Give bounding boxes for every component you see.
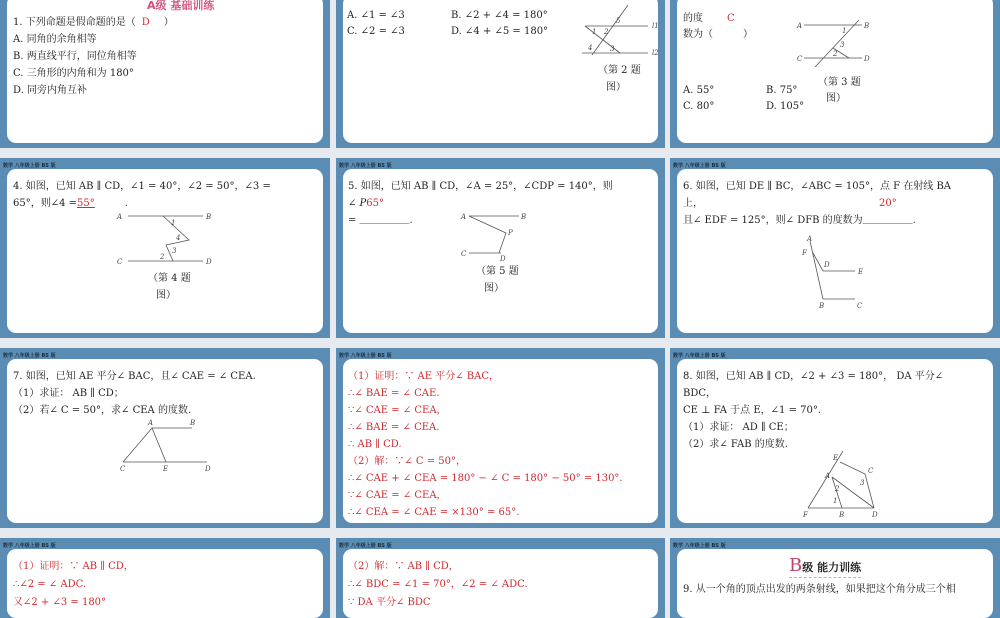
solution-line: ∴ AB ∥ CD. bbox=[348, 439, 402, 450]
solution-line: ∵∠ CAE = ∠ CEA， bbox=[348, 490, 447, 501]
slide-1 bbox=[0, 0, 330, 148]
slide-6 bbox=[670, 158, 1000, 338]
solution-line: ∵ DA 平分∠ BDC bbox=[348, 597, 431, 608]
solution-line: （1）证明：∵ AE 平分∠ BAC， bbox=[348, 371, 500, 382]
figure-label: C bbox=[117, 258, 123, 266]
figure-label: 2 bbox=[835, 485, 840, 493]
figure-q8 bbox=[797, 451, 887, 519]
question-text: 5. 如图，已知 AB ∥ CD，∠A = 25°，∠CDP = 140°，则 bbox=[348, 181, 613, 192]
slide-card bbox=[343, 169, 658, 333]
solution-card bbox=[7, 549, 323, 618]
figure-q7 bbox=[117, 419, 217, 473]
solution-line: ∴∠2 = ∠ ADC. bbox=[13, 579, 87, 590]
question-text: 65°，则∠4 =55° . bbox=[13, 198, 128, 209]
slide-card bbox=[677, 549, 993, 618]
slide-header: 数学 八年级上册 BS 版 bbox=[339, 163, 392, 169]
figure-label: B bbox=[839, 511, 845, 519]
slide-header: 数学 八年级上册 BS 版 bbox=[339, 543, 392, 549]
question-text: 6. 如图，已知 DE ∥ BC，∠ABC = 105°，点 F 在射线 BA bbox=[683, 181, 952, 192]
figure-q2 bbox=[578, 5, 658, 55]
figure-label: 1 bbox=[592, 28, 597, 36]
slide-card bbox=[677, 359, 993, 523]
figure-label: F bbox=[802, 249, 807, 257]
figure-label: A bbox=[117, 213, 123, 221]
question-text: 且∠ EDF = 125°，则∠ DFB 的度数为＿＿＿＿＿. bbox=[683, 215, 916, 226]
figure-label: D bbox=[864, 55, 870, 63]
figure-label: 4 bbox=[176, 234, 181, 242]
slide-header: 数学 八年级上册 BS 版 bbox=[3, 543, 56, 549]
figure-label: P bbox=[508, 229, 513, 237]
slide-card bbox=[677, 0, 993, 143]
answer: C bbox=[727, 13, 735, 24]
figure-line bbox=[810, 241, 823, 299]
solution-card bbox=[343, 549, 658, 618]
figure-q3 bbox=[797, 20, 877, 65]
slide-header: 数学 八年级上册 BS 版 bbox=[673, 543, 726, 549]
figure-caption: （第 5 题 bbox=[476, 266, 519, 277]
figure-label: C bbox=[797, 55, 803, 63]
figure-label: C bbox=[857, 302, 863, 310]
answer-blank: = ＿＿＿＿＿. bbox=[348, 215, 413, 226]
solution-line: （2）解：∵ AB ∥ CD， bbox=[348, 561, 459, 572]
figure-label: B bbox=[864, 22, 870, 30]
question-text: 9. 从一个角的顶点出发的两条射线，如果把这个角分成三个相 bbox=[683, 584, 956, 595]
figure-label: 1 bbox=[833, 497, 838, 505]
answer: D bbox=[141, 17, 150, 28]
answer: 20° bbox=[879, 198, 897, 209]
option-a: A. 同角的余角相等 bbox=[13, 34, 97, 45]
figure-label: D bbox=[206, 258, 212, 266]
slide-header: 数学 八年级上册 BS 版 bbox=[3, 163, 56, 169]
slide-card bbox=[677, 169, 993, 333]
question-part: （2）求∠ FAB 的度数. bbox=[683, 439, 788, 450]
answer: 55° bbox=[77, 198, 95, 209]
figure-label: 1 bbox=[171, 219, 176, 227]
figure-line bbox=[123, 428, 166, 462]
figure-line bbox=[469, 216, 506, 253]
question-text: 上， bbox=[683, 198, 703, 209]
figure-label: l2 bbox=[652, 49, 659, 57]
figure-label: 3 bbox=[172, 247, 177, 255]
solution-line: ∴∠ CEA = ∠ CAE = ×130° = 65°. bbox=[348, 507, 520, 518]
slide-card bbox=[343, 0, 658, 143]
badge-text: 级 能力训练 bbox=[802, 561, 862, 574]
figure-caption: （第 4 题 bbox=[148, 273, 191, 284]
section-badge: A级 基础训练 bbox=[147, 0, 215, 12]
solution-line: ∵∠ CAE = ∠ CEA， bbox=[348, 405, 447, 416]
question-text: ∠ P bbox=[348, 198, 367, 209]
option-d: D. ∠4 + ∠5 = 180° bbox=[451, 26, 549, 37]
slide-2 bbox=[336, 0, 665, 148]
figure-label: 2 bbox=[604, 28, 609, 36]
figure-label: 3 bbox=[610, 45, 615, 53]
question-text: 数为（ ） bbox=[683, 29, 753, 40]
option-d: D. 105° bbox=[766, 101, 805, 112]
figure-label: C bbox=[868, 467, 874, 475]
section-badge bbox=[789, 555, 861, 578]
figure-label: D bbox=[500, 255, 506, 263]
slide-10 bbox=[0, 538, 330, 618]
solution-line: 又∠2 + ∠3 = 180° bbox=[13, 597, 107, 608]
question-part: （2）若∠ C = 50°，求∠ CEA 的度数. bbox=[13, 405, 192, 416]
figure-label: A bbox=[148, 419, 154, 427]
figure-label: B bbox=[190, 419, 196, 427]
figure-label: 3 bbox=[860, 479, 865, 487]
slide-header: 数学 八年级上册 BS 版 bbox=[673, 163, 726, 169]
figure-label: E bbox=[833, 454, 839, 462]
question-1 bbox=[13, 17, 174, 29]
badge-letter: B bbox=[789, 555, 803, 576]
figure-label: C bbox=[461, 250, 467, 258]
figure-label: C bbox=[120, 465, 126, 473]
question-text: BDC， bbox=[683, 388, 717, 399]
figure-q6 bbox=[802, 235, 872, 311]
figure-caption: 图） bbox=[484, 283, 504, 294]
option-a: A. ∠1 = ∠3 bbox=[347, 10, 405, 21]
question-text: 的度 bbox=[683, 13, 703, 24]
question-part: （1）求证： AB ∥ CD； bbox=[13, 388, 124, 399]
slide-11 bbox=[336, 538, 665, 618]
question-text bbox=[348, 198, 384, 210]
option-b: B. 两直线平行，同位角相等 bbox=[13, 51, 137, 62]
figure-label: 4 bbox=[588, 44, 593, 52]
solution-line: （1）证明：∵ AB ∥ CD， bbox=[13, 561, 134, 572]
figure-label: A bbox=[461, 213, 467, 221]
figure-label: D bbox=[872, 511, 878, 519]
solution-line: ∴∠ BDC = ∠1 = 70°，∠2 = ∠ ADC. bbox=[348, 579, 528, 590]
figure-label: A bbox=[807, 235, 813, 243]
solution-line: （2）解：∵∠ C = 50°， bbox=[348, 456, 467, 467]
figure-q5 bbox=[461, 211, 551, 261]
figure-caption: 图） bbox=[156, 290, 176, 301]
option-c: C. ∠2 = ∠3 bbox=[347, 26, 405, 37]
option-d: D. 同旁内角互补 bbox=[13, 85, 88, 96]
slide-card bbox=[7, 359, 323, 523]
question-text: 7. 如图，已知 AE 平分∠ BAC，且∠ CAE = ∠ CEA. bbox=[13, 371, 256, 382]
figure-label: 5 bbox=[616, 17, 621, 25]
question-text: 4. 如图，已知 AB ∥ CD，∠1 = 40°，∠2 = 50°，∠3 = bbox=[13, 181, 271, 192]
option-b: B. 75° bbox=[766, 85, 798, 96]
solution-card bbox=[343, 359, 658, 523]
figure-label: E bbox=[858, 268, 864, 276]
figure-label: l1 bbox=[652, 22, 659, 30]
figure-label: A bbox=[825, 472, 831, 480]
figure-caption: （第 3 题 bbox=[818, 77, 861, 88]
figure-line bbox=[815, 20, 859, 67]
question-text: 8. 如图，已知 AB ∥ CD，∠2 + ∠3 = 180°， DA 平分∠ bbox=[683, 371, 944, 382]
figure-label: D bbox=[824, 261, 830, 269]
paren: ） bbox=[163, 17, 174, 28]
figure-label: B bbox=[206, 213, 212, 221]
figure-caption: （第 2 题 bbox=[598, 65, 641, 76]
option-b: B. ∠2 + ∠4 = 180° bbox=[451, 10, 548, 21]
slide-8 bbox=[336, 348, 665, 528]
question-text: 65°，则∠4 = bbox=[13, 198, 78, 209]
solution-line: ∴∠ CAE + ∠ CEA = 180° − ∠ C = 180° − 50° = 130°. bbox=[348, 473, 623, 484]
slide-5 bbox=[336, 158, 665, 338]
option-a: A. 55° bbox=[683, 85, 715, 96]
solution-line: ∴∠ BAE = ∠ CEA. bbox=[348, 422, 440, 433]
figure-label: 2 bbox=[833, 50, 838, 58]
solution-line: ∴∠ BAE = ∠ CAE. bbox=[348, 388, 440, 399]
figure-label: F bbox=[803, 511, 808, 519]
slide-header: 数学 八年级上册 BS 版 bbox=[3, 353, 56, 359]
figure-caption: 图） bbox=[606, 82, 626, 93]
question-text: CE ⊥ FA 于点 E，∠1 = 70°. bbox=[683, 405, 822, 416]
slide-3 bbox=[670, 0, 1000, 148]
slide-card bbox=[7, 0, 323, 143]
slide-9 bbox=[670, 348, 1000, 528]
option-c: C. 80° bbox=[683, 101, 715, 112]
figure-label: 1 bbox=[842, 27, 847, 35]
figure-label: B bbox=[819, 302, 825, 310]
question-part: （1）求证： AD ∥ CE； bbox=[683, 422, 794, 433]
option-c: C. 三角形的内角和为 180° bbox=[13, 68, 134, 79]
slide-12 bbox=[670, 538, 1000, 618]
slide-header: 数学 八年级上册 BS 版 bbox=[673, 353, 726, 359]
figure-label: E bbox=[163, 465, 169, 473]
figure-caption: 图） bbox=[826, 93, 846, 104]
answer: 65° bbox=[366, 198, 385, 209]
figure-label: A bbox=[797, 22, 803, 30]
slide-4 bbox=[0, 158, 330, 338]
figure-q4 bbox=[117, 213, 217, 273]
figure-label: 3 bbox=[840, 41, 845, 49]
figure-label: B bbox=[521, 213, 527, 221]
slide-card bbox=[7, 169, 323, 333]
question-text: 1. 下列命题是假命题的是（ bbox=[13, 17, 136, 28]
slide-header: 数学 八年级上册 BS 版 bbox=[339, 353, 392, 359]
figure-label: D bbox=[205, 465, 211, 473]
figure-label: 2 bbox=[160, 253, 165, 261]
slide-7 bbox=[0, 348, 330, 528]
